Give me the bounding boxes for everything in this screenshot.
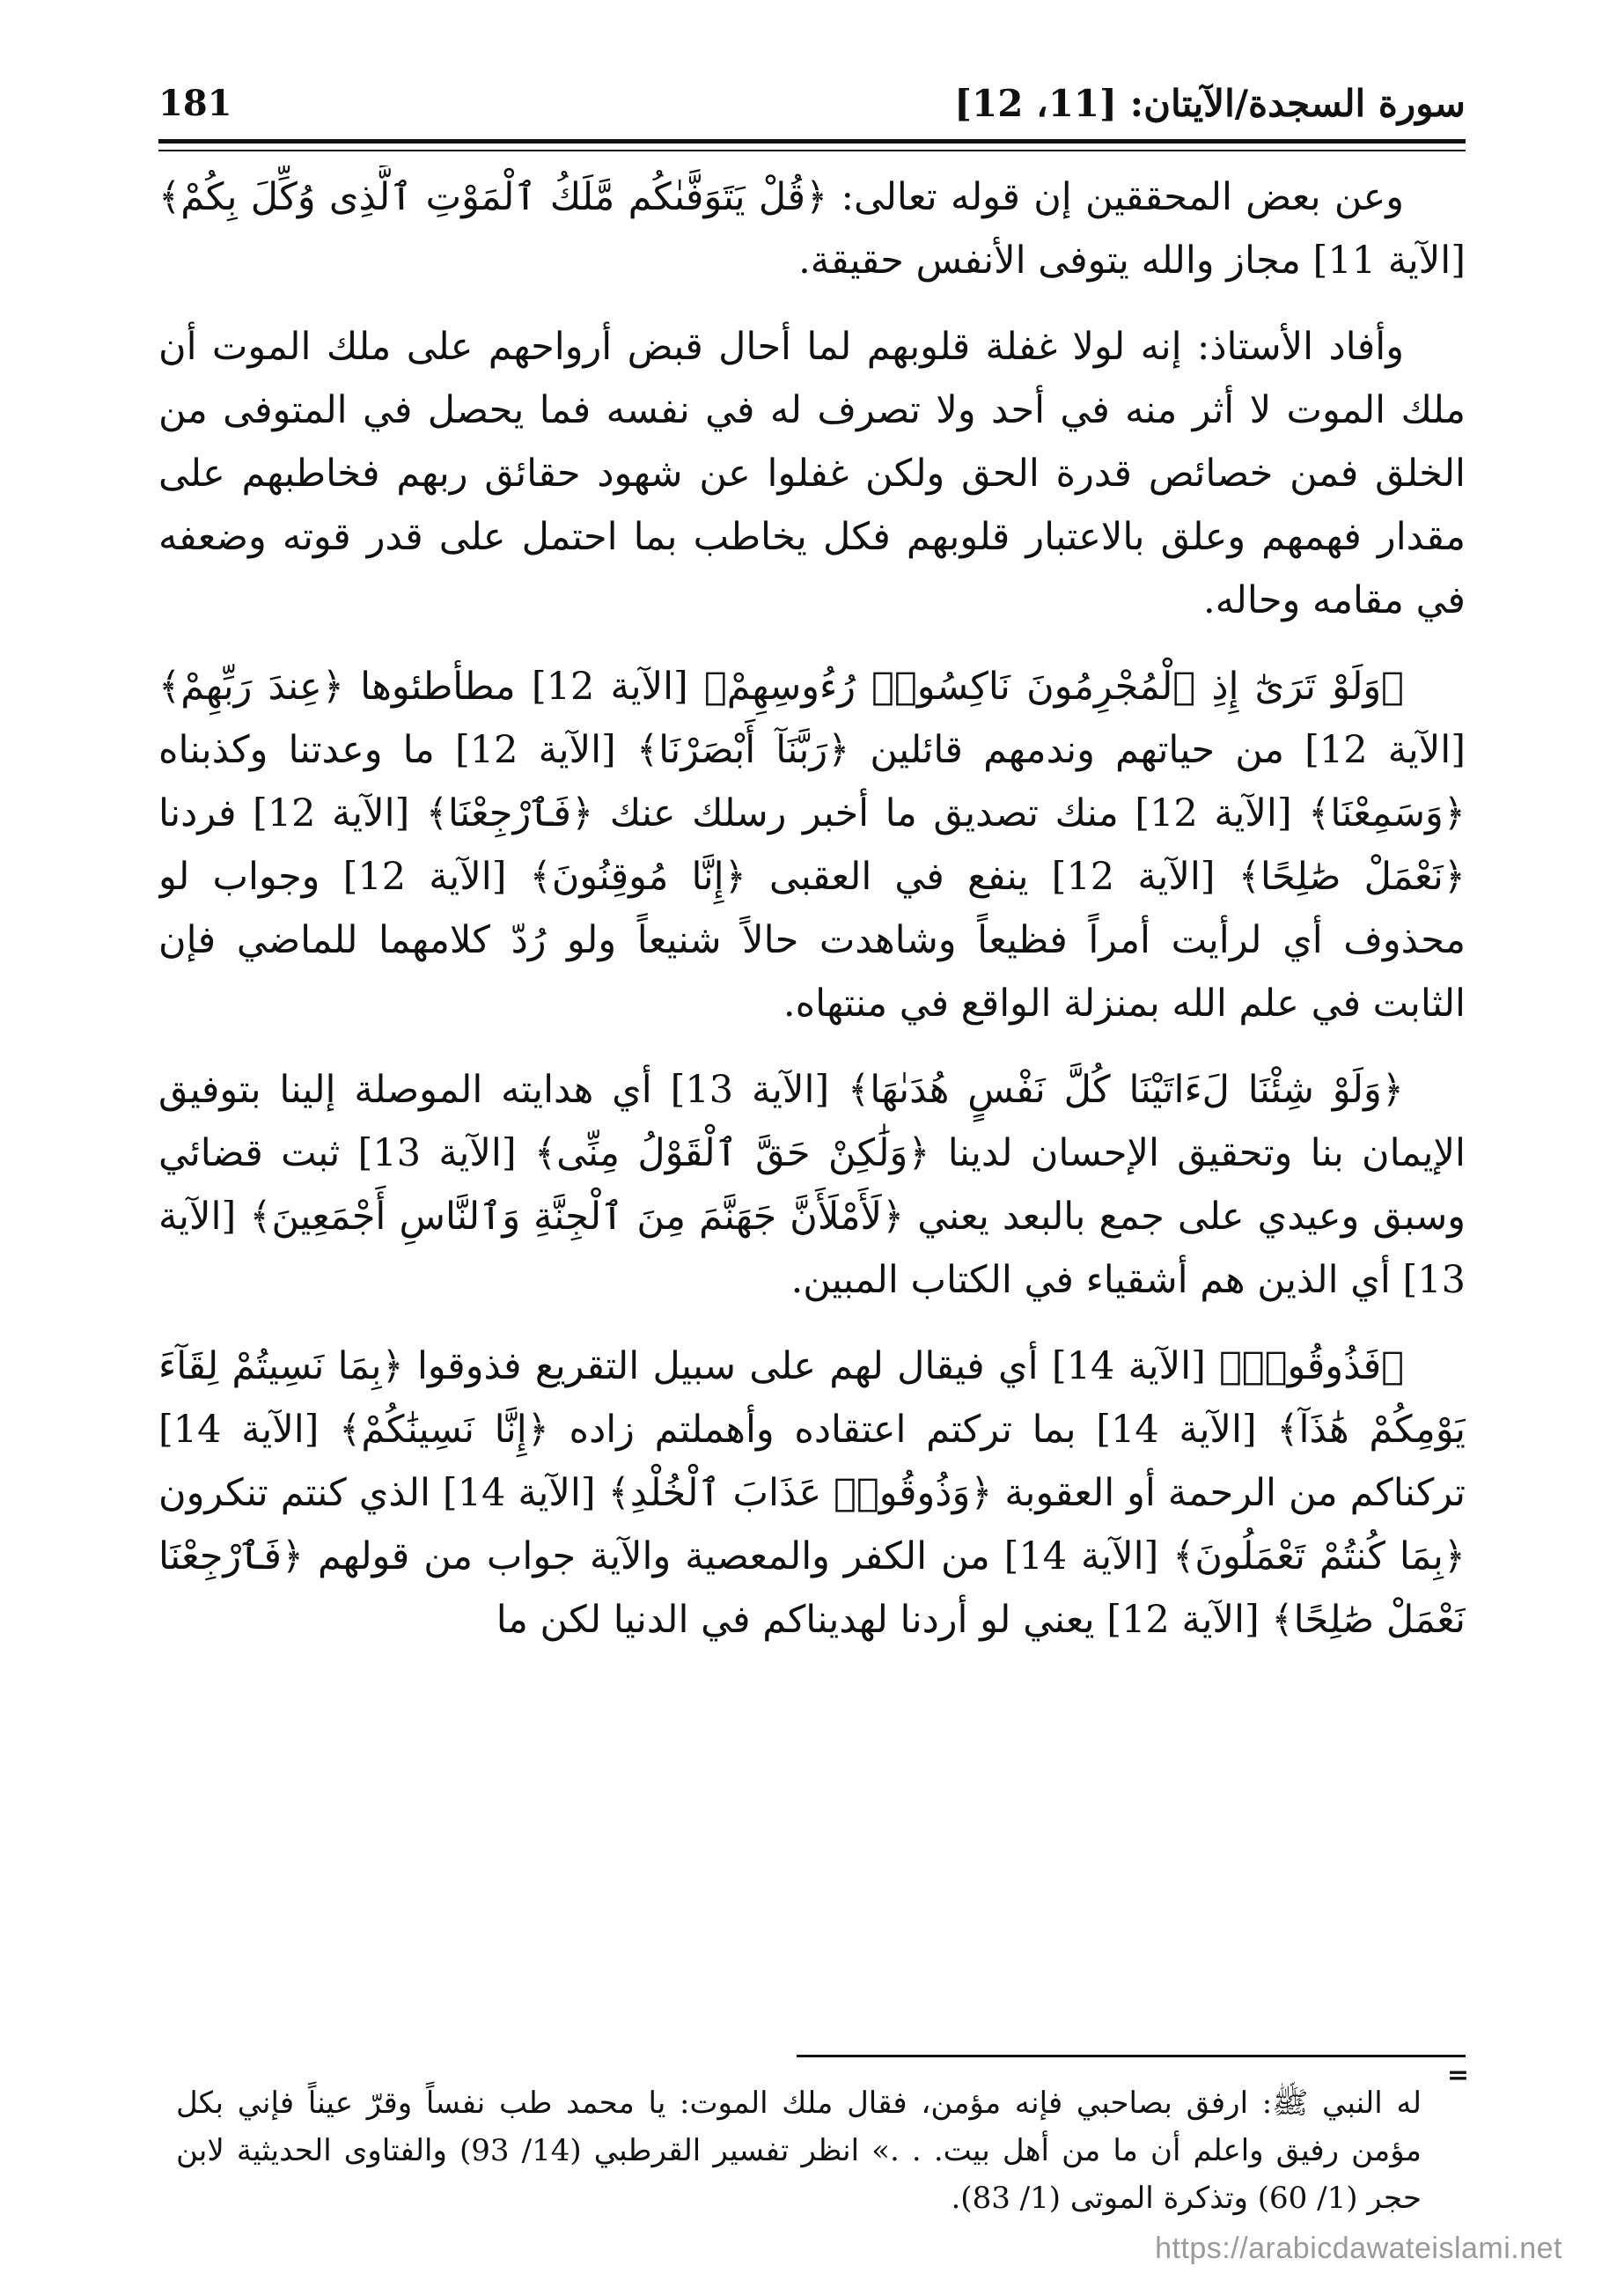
header-rule-thick xyxy=(158,139,1466,143)
page-number: 181 xyxy=(158,83,232,124)
paragraph-4: ﴿وَلَوْ شِئْنَا لَءَاتَيْنَا كُلَّ نَفْسٍ هُدَىٰهَا﴾ [الآية 13] أي هدايته الموصلة إلينا بتوفيق الإيمان بنا وتحقيق الإحسان لدينا ﴿وَلَٰكِنْ حَقَّ ٱلْقَوْلُ مِنِّى﴾ [الآية 13] ثبت قضائي وسبق وعيدي على جمع بالبعد يعني ﴿لَأَمْلَأَنَّ جَهَنَّمَ مِنَ ٱلْجِنَّةِ وَٱلنَّاسِ أَجْمَعِينَ﴾ [الآية 13] أي الذين هم أشقياء في الكتاب المبين. xyxy=(158,1068,1466,1302)
running-title: سورة السجدة/الآيتان: [11، 12] xyxy=(954,82,1466,125)
page-header xyxy=(158,77,1466,130)
paragraph-3: ﴿وَلَوْ تَرَىٰٓ إِذِ ٱلْمُجْرِمُونَ نَاكِسُوا۟ رُءُوسِهِمْ﴾ [الآية 12] مطأطئوها ﴿عِندَ رَبِّهِمْ﴾ [الآية 12] من حياتهم وندمهم قائلين ﴿رَبَّنَآ أَبْصَرْنَا﴾ [الآية 12] ما وعدتنا وكذبناه ﴿وَسَمِعْنَا﴾ [الآية 12] منك تصديق ما أخبر رسلك عنك ﴿فَٱرْجِعْنَا﴾ [الآية 12] فردنا ﴿نَعْمَلْ صَٰلِحًا﴾ [الآية 12] ينفع في العقبى ﴿إِنَّا مُوقِنُونَ﴾ [الآية 12] وجواب لو محذوف أي لرأيت أمراً فظيعاً وشاهدت حالاً شنيعاً ولو رُدّ كلامهما للماضي فإن الثابت في علم الله بمنزلة الواقع في منتهاه. xyxy=(158,665,1466,1026)
paragraph-5: ﴿فَذُوقُوا۟﴾ [الآية 14] أي فيقال لهم على سبيل التقريع فذوقوا ﴿بِمَا نَسِيتُمْ لِقَآءَ يَوْمِكُمْ هَٰذَآ﴾ [الآية 14] بما تركتم اعتقاده وأهملتم زاده ﴿إِنَّا نَسِينَٰكُمْ﴾ [الآية 14] تركناكم من الرحمة أو العقوبة ﴿وَذُوقُوا۟ عَذَابَ ٱلْخُلْدِ﴾ [الآية 14] الذي كنتم تنكرون ﴿بِمَا كُنتُمْ تَعْمَلُونَ﴾ [الآية 14] من الكفر والمعصية والآية جواب من قولهم ﴿فَٱرْجِعْنَا نَعْمَلْ صَٰلِحًا﴾ [الآية 12] يعني لو أردنا لهديناكم في الدنيا لكن ما xyxy=(158,1344,1466,1642)
paragraph-1: وعن بعض المحققين إن قوله تعالى: ﴿قُلْ يَتَوَفَّىٰكُم مَّلَكُ ٱلْمَوْتِ ٱلَّذِى وُكِّلَ بِكُمْ﴾ [الآية 11] مجاز والله يتوفى الأنفس حقيقة. xyxy=(158,175,1466,283)
footnote-continuation-mark: = xyxy=(1446,2060,1469,2091)
paragraph-2: وأفاد الأستاذ: إنه لولا غفلة قلوبهم لما أحال قبض أرواحهم على ملك الموت أن ملك الموت لا أثر منه في أحد ولا تصرف له في نفسه فما يحصل في المتوفى من الخلق فمن خصائص قدرة الحق ولكن غفلوا عن شهود حقائق ربهم فخاطبهم على مقدار فهمهم وعلق بالاعتبار قلوبهم فكل يخاطب بما احتمل على قدر قوته وضعفه في مقامه وحاله. xyxy=(158,325,1466,622)
footnote: له النبي ﷺ: ارفق بصاحبي فإنه مؤمن، فقال ملك الموت: يا محمد طب نفساً وقرّ عيناً فإني بكل مؤمن رفيق واعلم أن ما من أهل بيت. . .» انظر تفسير القرطبي (14/ 93) والفتاوى الحديثية لابن حجر (1/ 60) وتذكرة الموتى (1/ 83). xyxy=(176,2086,1422,2216)
watermark-url: https://arabicdawateislami.net xyxy=(1155,2232,1562,2265)
body-text xyxy=(158,166,1466,2120)
footnote-rule xyxy=(797,2055,1466,2057)
header-rule-thin xyxy=(158,150,1466,151)
